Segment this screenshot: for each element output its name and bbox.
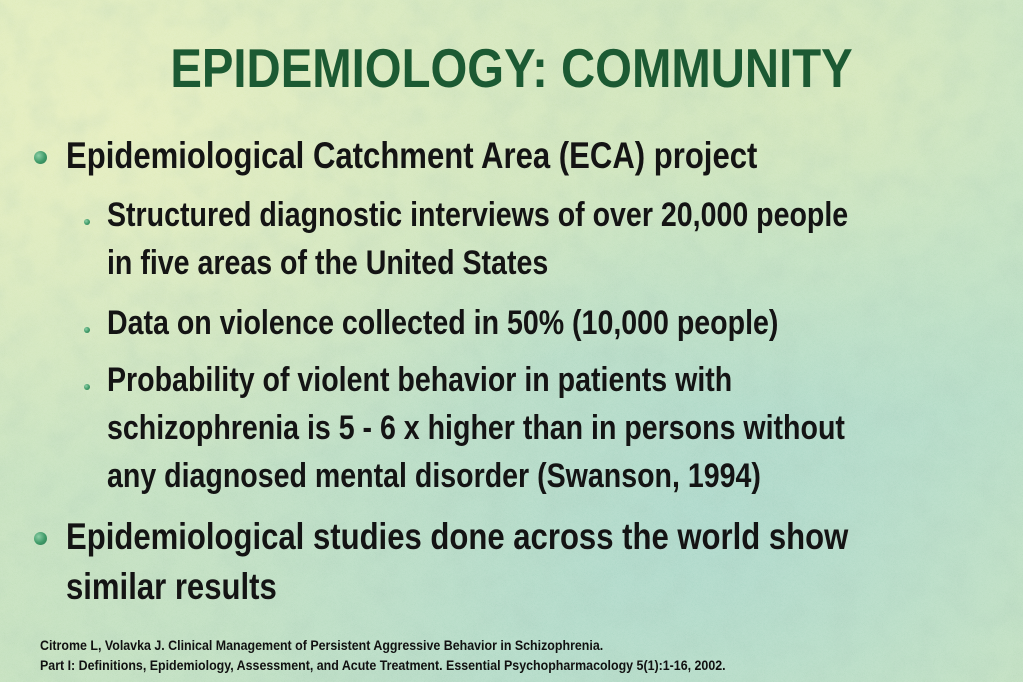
sub-bullet-probability-line1: Probability of violent behavior in patients with <box>107 361 733 399</box>
sub-bullet-probability-line3: any diagnosed mental disorder (Swanson, 1994) <box>107 457 761 495</box>
citation-line1: Citrome L, Volavka J. Clinical Management of Persistent Aggressive Behavior in Schizophrenia. <box>40 638 604 653</box>
sub-bullet-interviews-line2: in five areas of the United States <box>107 244 549 282</box>
sub-bullet-dot-icon <box>84 384 90 390</box>
slide-title: EPIDEMIOLOGY: COMMUNITY <box>170 37 853 99</box>
sub-bullet-probability-line2: schizophrenia is 5 - 6 x higher than in persons without <box>107 409 845 447</box>
citation-line2: Part I: Definitions, Epidemiology, Assessment, and Acute Treatment. Essential Psychopharmacology 5(1):1-16, 2002. <box>40 658 726 673</box>
bullet-world-studies-line2: similar results <box>66 566 277 607</box>
bullet-dot-icon <box>34 532 47 545</box>
bullet-dot-icon <box>34 151 47 164</box>
bullet-world-studies-line1: Epidemiological studies done across the world show <box>66 516 849 557</box>
sub-bullet-dot-icon <box>84 219 90 225</box>
bullet-eca-project: Epidemiological Catchment Area (ECA) project <box>66 135 758 176</box>
sub-bullet-violence-data: Data on violence collected in 50% (10,000 people) <box>107 304 779 342</box>
citation <box>40 636 726 676</box>
sub-bullet-interviews-line1: Structured diagnostic interviews of over 20,000 people <box>107 196 849 234</box>
sub-bullet-dot-icon <box>84 327 90 333</box>
